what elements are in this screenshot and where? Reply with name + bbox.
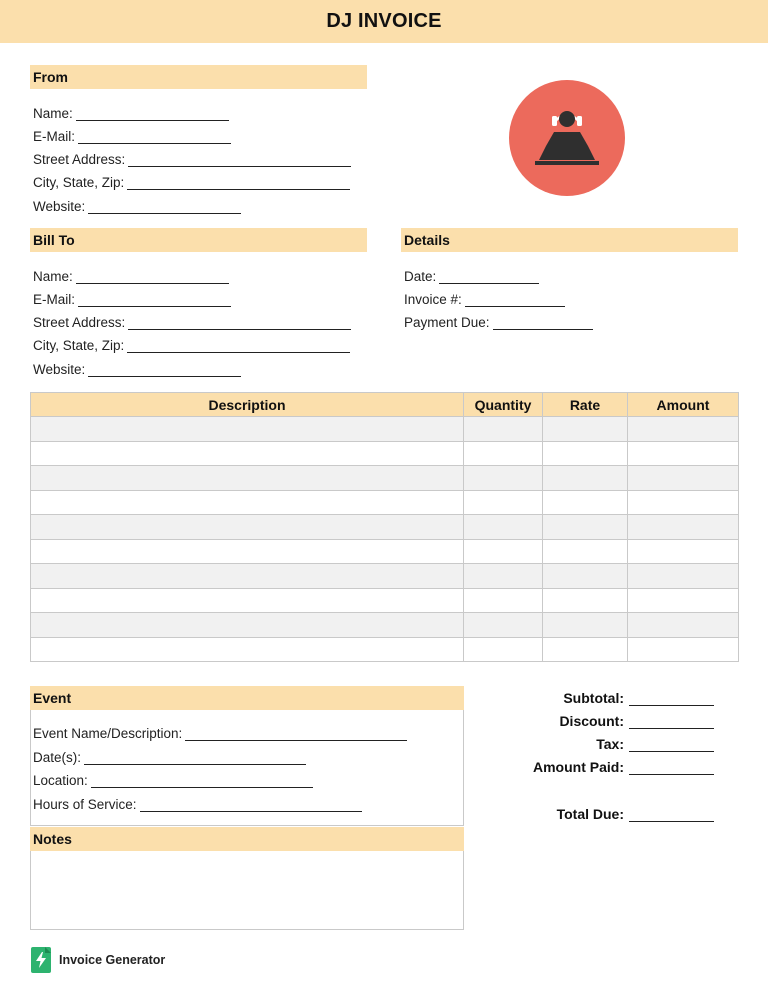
from-website-field[interactable] bbox=[33, 196, 241, 214]
tax-field[interactable] bbox=[629, 751, 714, 752]
description-cell[interactable] bbox=[31, 490, 464, 515]
items-table bbox=[30, 392, 739, 662]
dj-logo bbox=[509, 80, 625, 196]
bill-to-heading: Bill To bbox=[30, 228, 367, 252]
quantity-cell[interactable] bbox=[464, 466, 543, 491]
bill-website-label: Website: bbox=[33, 362, 86, 377]
details-payment-due-label: Payment Due: bbox=[404, 315, 490, 330]
details-date-field[interactable] bbox=[404, 266, 539, 284]
amount-cell[interactable] bbox=[628, 637, 739, 662]
amount-cell[interactable] bbox=[628, 613, 739, 638]
rate-cell[interactable] bbox=[543, 515, 628, 540]
from-name-field[interactable] bbox=[33, 103, 229, 121]
description-cell[interactable] bbox=[31, 466, 464, 491]
bill-email-field[interactable] bbox=[33, 289, 231, 307]
table-row bbox=[31, 515, 739, 540]
details-payment-due-field[interactable] bbox=[404, 312, 593, 330]
table-row bbox=[31, 490, 739, 515]
brand-name: Invoice Generator bbox=[59, 953, 166, 967]
amount-cell[interactable] bbox=[628, 490, 739, 515]
event-location-label: Location: bbox=[33, 773, 88, 788]
quantity-cell[interactable] bbox=[464, 417, 543, 442]
rate-cell[interactable] bbox=[543, 466, 628, 491]
column-header-description: Description bbox=[31, 393, 464, 417]
from-name-label: Name: bbox=[33, 106, 73, 121]
bill-city-field[interactable] bbox=[33, 335, 350, 353]
subtotal-field[interactable] bbox=[629, 705, 714, 706]
table-row bbox=[31, 637, 739, 662]
brand-logo[interactable] bbox=[31, 947, 165, 973]
from-city-label: City, State, Zip: bbox=[33, 175, 125, 190]
event-dates-label: Date(s): bbox=[33, 750, 82, 765]
dj-headphones-icon bbox=[509, 80, 625, 196]
from-street-label: Street Address: bbox=[33, 152, 126, 167]
from-heading: From bbox=[30, 65, 367, 89]
bill-email-label: E-Mail: bbox=[33, 292, 76, 307]
event-dates-field[interactable] bbox=[33, 747, 306, 765]
amount-paid-label: Amount Paid: bbox=[533, 759, 624, 775]
amount-cell[interactable] bbox=[628, 417, 739, 442]
bill-website-field[interactable] bbox=[33, 359, 241, 377]
bill-name-label: Name: bbox=[33, 269, 73, 284]
rate-cell[interactable] bbox=[543, 539, 628, 564]
event-location-field[interactable] bbox=[33, 770, 313, 788]
from-email-field[interactable] bbox=[33, 126, 231, 144]
rate-cell[interactable] bbox=[543, 588, 628, 613]
amount-paid-field[interactable] bbox=[629, 774, 714, 775]
column-header-quantity: Quantity bbox=[464, 393, 543, 417]
from-website-label: Website: bbox=[33, 199, 86, 214]
column-header-amount: Amount bbox=[628, 393, 739, 417]
amount-cell[interactable] bbox=[628, 466, 739, 491]
table-row bbox=[31, 441, 739, 466]
amount-cell[interactable] bbox=[628, 441, 739, 466]
subtotal-label: Subtotal: bbox=[563, 690, 624, 706]
event-heading: Event bbox=[30, 686, 464, 710]
from-city-field[interactable] bbox=[33, 172, 350, 190]
event-hours-label: Hours of Service: bbox=[33, 797, 137, 812]
page-title: DJ INVOICE bbox=[326, 10, 442, 32]
event-name-field[interactable] bbox=[33, 723, 407, 741]
quantity-cell[interactable] bbox=[464, 490, 543, 515]
discount-label: Discount: bbox=[559, 713, 624, 729]
table-row bbox=[31, 588, 739, 613]
description-cell[interactable] bbox=[31, 588, 464, 613]
bill-name-field[interactable] bbox=[33, 266, 229, 284]
tax-label: Tax: bbox=[596, 736, 624, 752]
description-cell[interactable] bbox=[31, 637, 464, 662]
description-cell[interactable] bbox=[31, 613, 464, 638]
rate-cell[interactable] bbox=[543, 613, 628, 638]
bill-street-field[interactable] bbox=[33, 312, 351, 330]
quantity-cell[interactable] bbox=[464, 637, 543, 662]
amount-cell[interactable] bbox=[628, 539, 739, 564]
rate-cell[interactable] bbox=[543, 564, 628, 589]
description-cell[interactable] bbox=[31, 515, 464, 540]
description-cell[interactable] bbox=[31, 417, 464, 442]
details-heading: Details bbox=[401, 228, 738, 252]
rate-cell[interactable] bbox=[543, 417, 628, 442]
table-row bbox=[31, 539, 739, 564]
rate-cell[interactable] bbox=[543, 637, 628, 662]
title-bar bbox=[0, 0, 768, 43]
total-due-field[interactable] bbox=[629, 821, 714, 822]
event-hours-field[interactable] bbox=[33, 794, 362, 812]
amount-cell[interactable] bbox=[628, 515, 739, 540]
amount-cell[interactable] bbox=[628, 564, 739, 589]
description-cell[interactable] bbox=[31, 564, 464, 589]
amount-cell[interactable] bbox=[628, 588, 739, 613]
quantity-cell[interactable] bbox=[464, 539, 543, 564]
rate-cell[interactable] bbox=[543, 441, 628, 466]
bolt-document-icon bbox=[31, 947, 51, 973]
quantity-cell[interactable] bbox=[464, 564, 543, 589]
discount-field[interactable] bbox=[629, 728, 714, 729]
bill-city-label: City, State, Zip: bbox=[33, 338, 125, 353]
from-email-label: E-Mail: bbox=[33, 129, 76, 144]
items-table-header bbox=[31, 393, 739, 417]
table-row bbox=[31, 417, 739, 442]
table-row bbox=[31, 613, 739, 638]
details-invoice-number-label: Invoice #: bbox=[404, 292, 462, 307]
rate-cell[interactable] bbox=[543, 490, 628, 515]
quantity-cell[interactable] bbox=[464, 515, 543, 540]
column-header-rate: Rate bbox=[543, 393, 628, 417]
quantity-cell[interactable] bbox=[464, 588, 543, 613]
notes-heading: Notes bbox=[30, 827, 464, 851]
table-row bbox=[31, 564, 739, 589]
description-cell[interactable] bbox=[31, 539, 464, 564]
quantity-cell[interactable] bbox=[464, 441, 543, 466]
details-invoice-number-field[interactable] bbox=[404, 289, 565, 307]
description-cell[interactable] bbox=[31, 441, 464, 466]
quantity-cell[interactable] bbox=[464, 613, 543, 638]
from-street-field[interactable] bbox=[33, 149, 351, 167]
table-row bbox=[31, 466, 739, 491]
details-date-label: Date: bbox=[404, 269, 437, 284]
event-name-label: Event Name/Description: bbox=[33, 726, 183, 741]
bill-street-label: Street Address: bbox=[33, 315, 126, 330]
total-due-label: Total Due: bbox=[556, 806, 624, 822]
